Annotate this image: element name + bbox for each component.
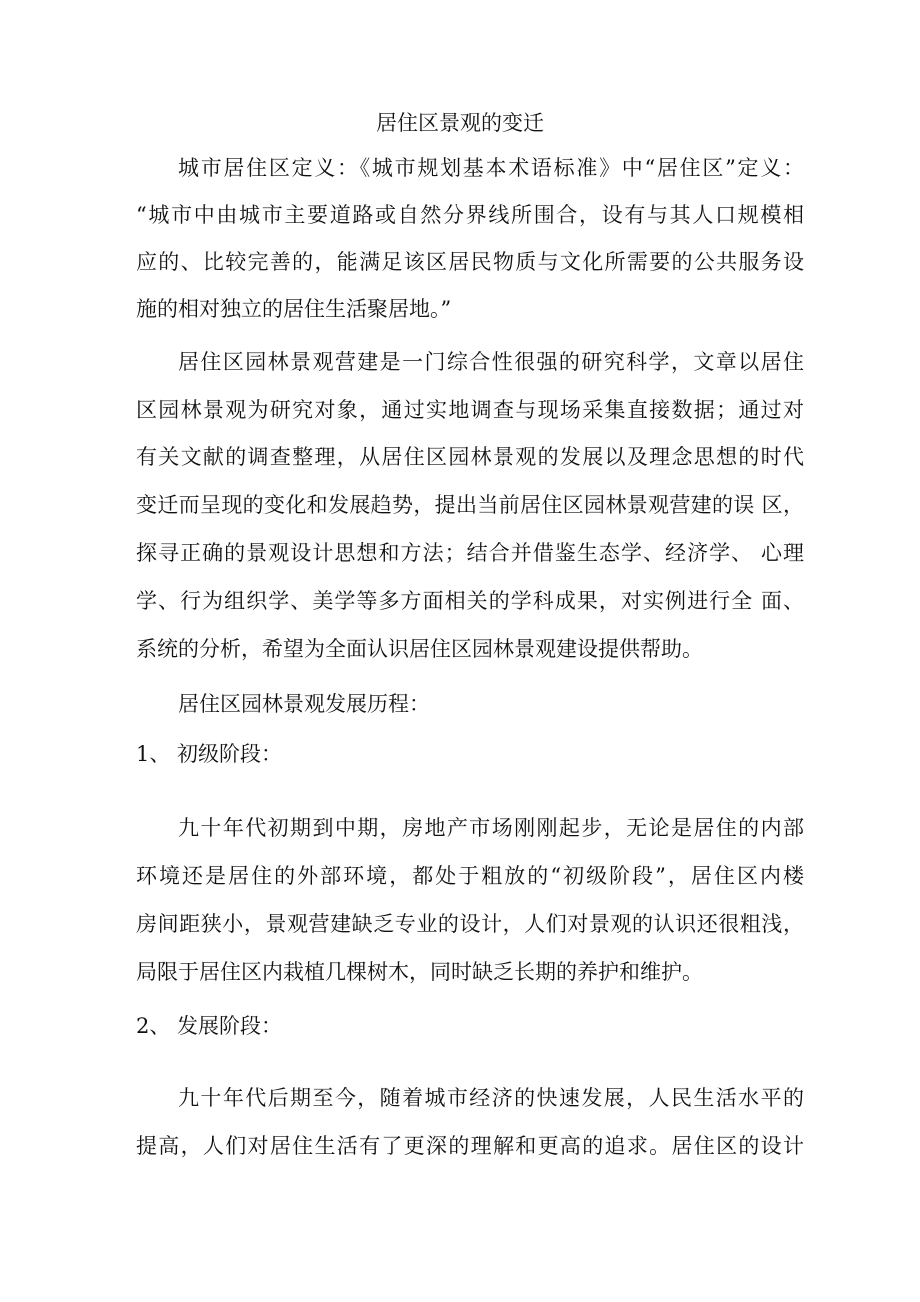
stage-1-line-3: 房间距狭小，景观营建缺乏专业的设计，人们对景观的认识还很粗浅， xyxy=(136,912,804,936)
stage-1-line-2: 环境还是居住的外部环境，都处于粗放的“初级阶段”，居住区内楼 xyxy=(136,864,804,888)
document-title: 居住区景观的变迁 xyxy=(376,111,544,135)
stage-2-heading: 2、 发展阶段： xyxy=(136,1014,283,1038)
stage-1-heading: 1、 初级阶段： xyxy=(136,742,283,766)
paragraph-2-line-4: 变迁而呈现的变化和发展趋势，提出当前居住区园林景观营建的误 区， xyxy=(136,493,804,517)
stage-2-line-2: 提高，人们对居住生活有了更深的理解和更高的追求。居住区的设计 xyxy=(136,1134,804,1158)
stage-1-line-4: 局限于居住区内栽植几棵树木，同时缺乏长期的养护和维护。 xyxy=(136,960,703,984)
paragraph-2-line-3: 有关文献的调查整理，从居住区园林景观的发展以及理念思想的时代 xyxy=(136,445,804,469)
stage-1-line-1: 九十年代初期到中期，房地产市场刚刚起步，无论是居住的内部 xyxy=(178,816,804,840)
paragraph-2-line-6: 学、行为组织学、美学等多方面相关的学科成果，对实例进行全 面、 xyxy=(136,589,804,613)
paragraph-1-line-1: 城市居住区定义：《城市规划基本术语标准》中“居住区”定义： xyxy=(178,156,804,180)
paragraph-2-line-7: 系统的分析，希望为全面认识居住区园林景观建设提供帮助。 xyxy=(136,637,703,661)
paragraph-1-line-2: “城市中由城市主要道路或自然分界线所围合，设有与其人口规模相 xyxy=(136,203,804,227)
section-heading-history: 居住区园林景观发展历程： xyxy=(178,692,430,716)
paragraph-1-line-3: 应的、比较完善的，能满足该区居民物质与文化所需要的公共服务设 xyxy=(136,250,804,274)
paragraph-2-line-1: 居住区园林景观营建是一门综合性很强的研究科学，文章以居住 xyxy=(178,350,804,374)
paragraph-1-line-4: 施的相对独立的居住生活聚居地。” xyxy=(136,297,452,321)
paragraph-2-line-2: 区园林景观为研究对象，通过实地调查与现场采集直接数据；通过对 xyxy=(136,398,804,422)
paragraph-2-line-5: 探寻正确的景观设计思想和方法；结合并借鉴生态学、经济学、 心理 xyxy=(136,541,804,565)
stage-2-line-1: 九十年代后期至今，随着城市经济的快速发展，人民生活水平的 xyxy=(178,1086,804,1110)
